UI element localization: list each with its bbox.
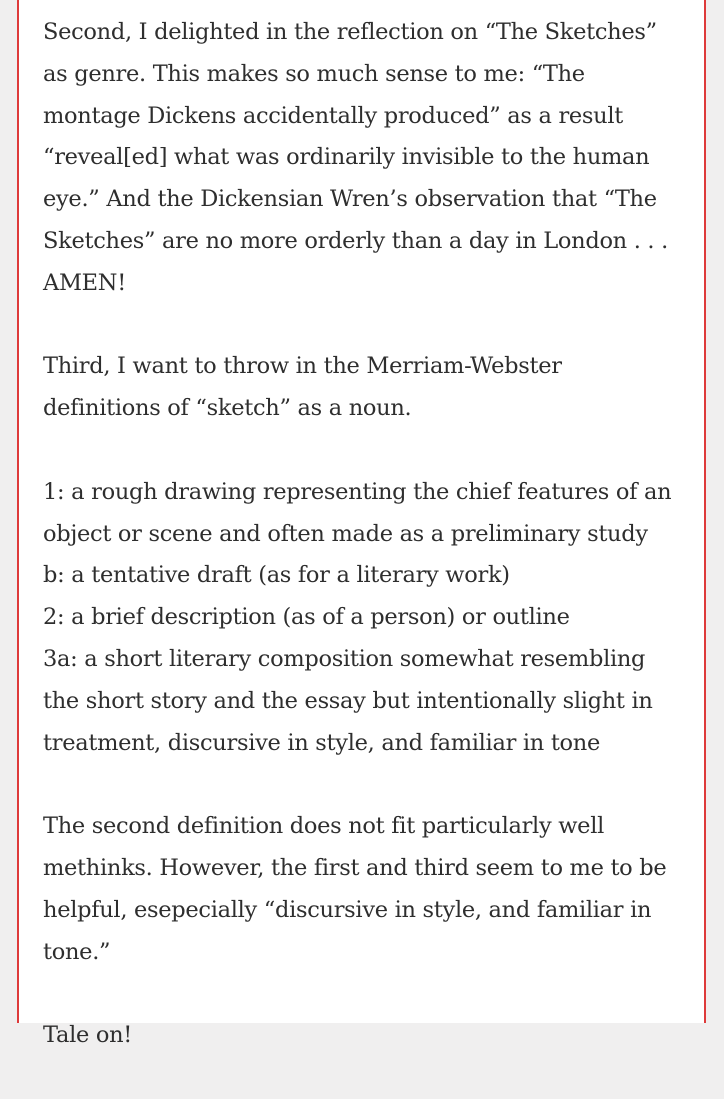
definition-item: 2: a brief description (as of a person) or outline [43, 604, 570, 631]
paragraph-second-definition: The second definition does not fit particularly well methinks. However, the first and third seem to me to be helpful, esepecially “discursive in style, and familiar in tone.” [43, 813, 667, 965]
definition-item: b: a tentative draft (as for a literary work) [43, 562, 510, 589]
paragraph-second: Second, I delighted in the reflection on “The Sketches” as genre. This makes so much sense to me: “The montage Dickens accidentally produced” as a result “reveal[ed] what was ordinarily invisible to the human eye.” And the Dickensian Wren’s observation that “The Sketches” are no more orderly than a day in London . . . AMEN! [43, 19, 668, 296]
definition-item: 1: a rough drawing representing the chief features of an object or scene and often made as a preliminary study [43, 478, 672, 547]
closing-line: Tale on! [43, 1022, 133, 1049]
article-body [43, 12, 683, 1099]
definition-list [43, 472, 683, 765]
paragraph-third: Third, I want to throw in the Merriam-Webster definitions of “sketch” as a noun. [43, 353, 562, 422]
article-card [17, 0, 706, 1049]
definition-item: 3a: a short literary composition somewhat resembling the short story and the essay but intentionally slight in treatment, discursive in style, and familiar in tone [43, 645, 653, 756]
